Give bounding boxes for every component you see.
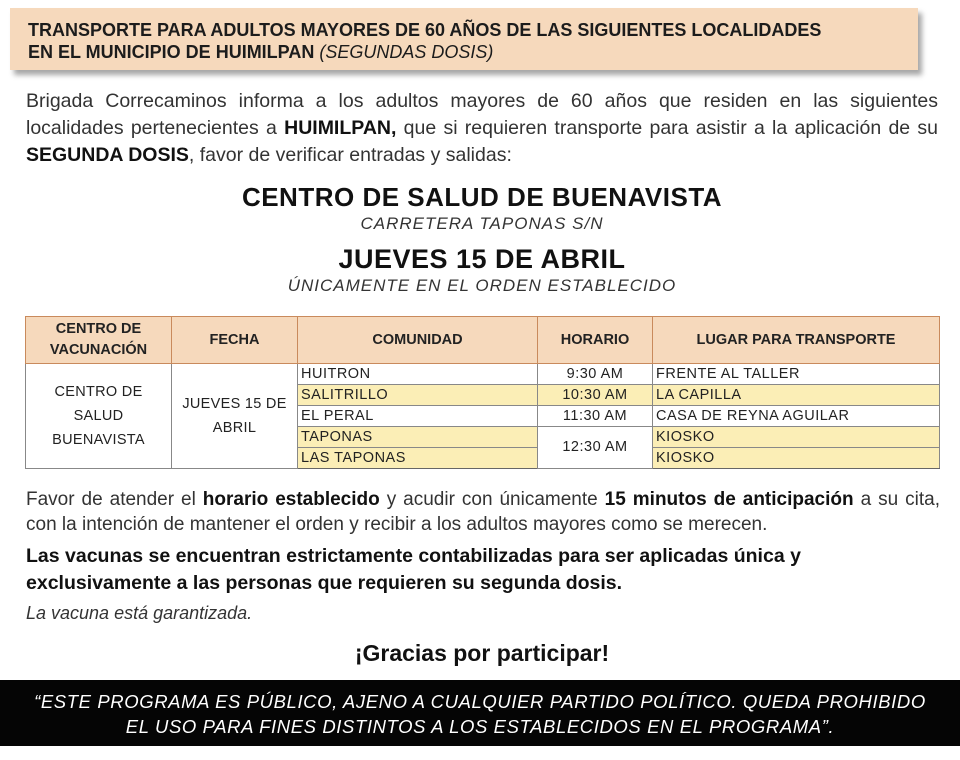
title-dose-note: (SEGUNDAS DOSIS) [319,42,494,62]
header-comunidad: COMUNIDAD [298,317,538,364]
footer-line-2: EL USO PARA FINES DISTINTOS A LOS ESTABLECIDOS EN EL PROGRAMA”. [125,716,835,737]
vaccination-center-address: CARRETERA TAPONAS S/N [360,214,604,233]
schedule-note: Favor de atender el horario establecido y acudir con únicamente 15 minutos de anticipación a su cita, con la intención de mantener el orden y recibir a los adultos mayores como se merecen. [26,489,940,535]
vaccine-warning: Las vacunas se encuentran estrictamente contabilizadas para ser aplicadas única y exclusivamente a las personas que requieren su segunda dosis. [26,545,801,594]
order-note: ÚNICAMENTE EN EL ORDEN ESTABLECIDO [287,276,677,295]
table-header-row [26,317,940,364]
cell-comunidad: TAPONAS [298,427,538,448]
cell-horario: 11:30 AM [538,406,653,427]
cell-comunidad: HUITRON [298,364,538,385]
header-lugar: LUGAR PARA TRANSPORTE [653,317,940,364]
cell-horario: 10:30 AM [538,385,653,406]
intro-text-3: , favor de verificar entradas y salidas: [188,144,512,166]
cell-lugar: FRENTE AL TALLER [653,364,940,385]
cell-centro: CENTRO DE SALUD BUENAVISTA [26,364,172,469]
cell-fecha: JUEVES 15 DE ABRIL [172,364,298,469]
schedule-table [25,316,940,469]
note-minutes-emphasis: 15 minutos de anticipación [604,489,854,510]
header-horario: HORARIO [538,317,653,364]
table-row [26,364,940,385]
cell-comunidad: EL PERAL [298,406,538,427]
header-centro: CENTRO DE VACUNACIÓN [26,317,172,364]
title-banner [10,8,918,70]
header-fecha: FECHA [172,317,298,364]
guarantee-text: La vacuna está garantizada. [26,603,253,623]
intro-municipality: HUIMILPAN, [284,117,397,139]
cell-lugar: CASA DE REYNA AGUILAR [653,406,940,427]
cell-comunidad: SALITRILLO [298,385,538,406]
cell-horario: 12:30 AM [538,427,653,469]
legal-footer [0,680,960,746]
title-line-2 [28,41,918,63]
intro-paragraph [26,88,938,169]
cell-horario: 9:30 AM [538,364,653,385]
footer-line-1: “ESTE PROGRAMA ES PÚBLICO, AJENO A CUALQUIER PARTIDO POLÍTICO. QUEDA PROHIBIDO [34,691,926,712]
cell-lugar: KIOSKO [653,448,940,469]
cell-lugar: KIOSKO [653,427,940,448]
cell-comunidad: LAS TAPONAS [298,448,538,469]
intro-dose: SEGUNDA DOSIS [26,144,189,166]
event-date: JUEVES 15 DE ABRIL [338,244,626,274]
intro-text-1: Brigada Correcaminos informa a los adultos mayores de 60 años que residen en las siguientes localidades pertenecientes a [26,90,938,139]
vaccination-center-name: CENTRO DE SALUD DE BUENAVISTA [241,182,723,212]
cell-lugar: LA CAPILLA [653,385,940,406]
title-line-1: TRANSPORTE PARA ADULTOS MAYORES DE 60 AÑOS DE LAS SIGUIENTES LOCALIDADES [28,20,822,40]
title-municipality: EN EL MUNICIPIO DE HUIMILPAN [28,42,315,62]
intro-text-2: que si requieren transporte para asistir a la aplicación de su [396,117,938,139]
thanks-heading: ¡Gracias por participar! [354,640,610,666]
note-schedule-emphasis: horario establecido [202,489,380,510]
